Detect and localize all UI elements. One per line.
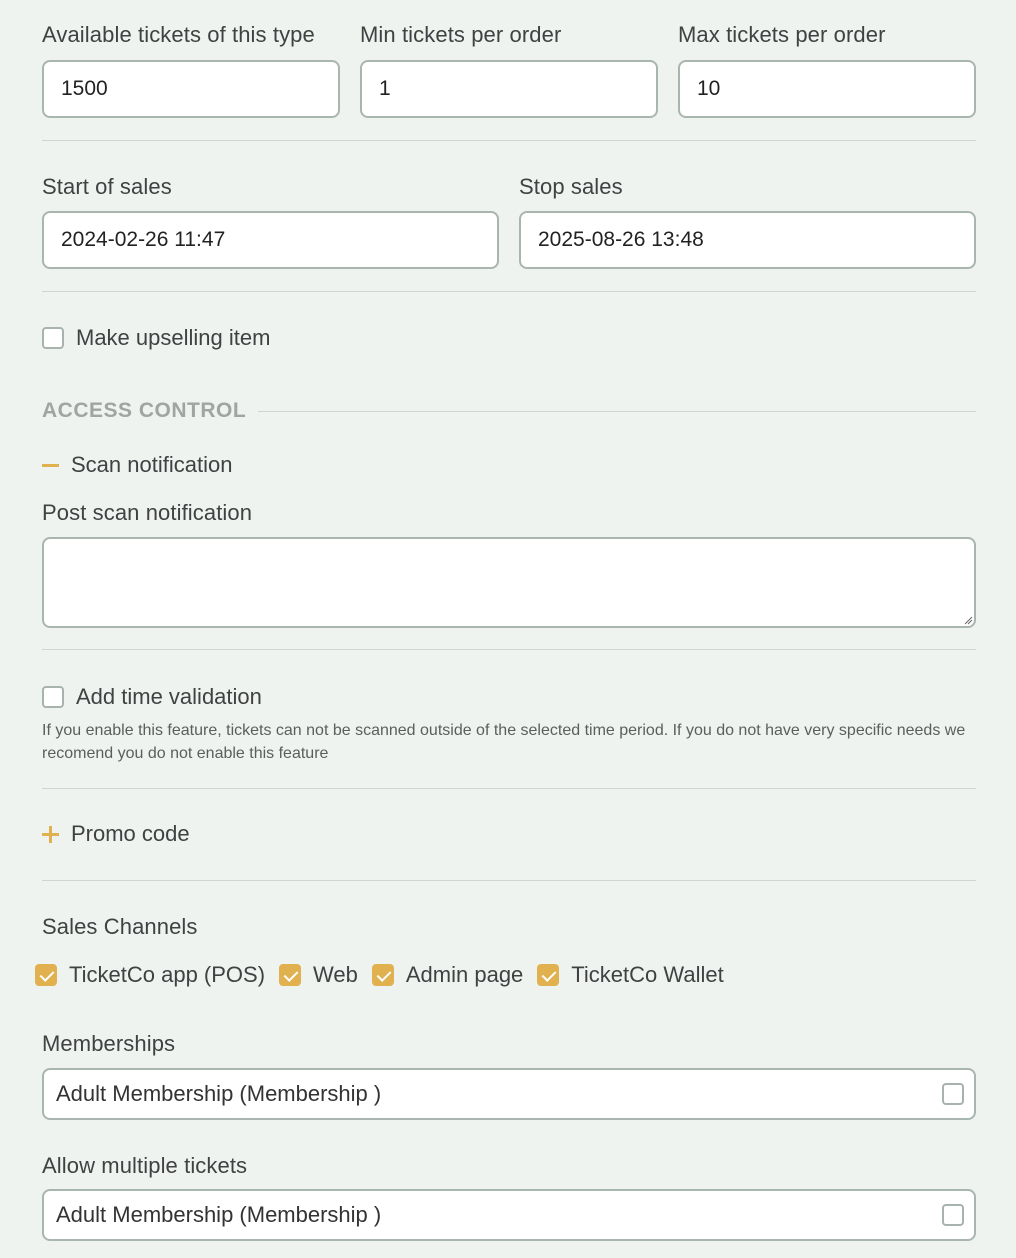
time-validation-checkbox[interactable] — [42, 686, 64, 708]
min-tickets-label: Min tickets per order — [360, 22, 562, 47]
allow-multiple-option-label: Adult Membership (Membership ) — [56, 1202, 382, 1227]
divider — [42, 880, 976, 881]
minus-icon — [42, 464, 59, 467]
time-validation-label: Add time validation — [76, 684, 262, 709]
channel-web[interactable] — [279, 962, 358, 988]
stop-sales-input[interactable]: 2025-08-26 13:48 — [519, 211, 976, 269]
memberships-label: Memberships — [42, 1031, 176, 1056]
resize-handle-icon[interactable] — [964, 616, 973, 625]
post-scan-label: Post scan notification — [42, 500, 253, 525]
stop-sales-label: Stop sales — [519, 174, 623, 199]
scan-notification-toggle[interactable] — [42, 452, 232, 478]
channel-wallet[interactable] — [537, 962, 723, 988]
promo-code-toggle[interactable] — [42, 821, 190, 847]
start-sales-label: Start of sales — [42, 174, 172, 199]
channel-admin-label: Admin page — [405, 962, 524, 987]
channel-wallet-checkbox[interactable] — [537, 964, 559, 986]
access-control-title: ACCESS CONTROL — [42, 399, 247, 422]
available-tickets-input[interactable]: 1500 — [42, 60, 340, 118]
upselling-label: Make upselling item — [76, 325, 271, 350]
channel-web-label: Web — [313, 962, 358, 987]
memberships-select[interactable] — [42, 1068, 976, 1120]
memberships-option-label: Adult Membership (Membership ) — [56, 1081, 382, 1106]
promo-code-label: Promo code — [71, 821, 190, 846]
plus-icon — [42, 826, 59, 843]
channel-pos-checkbox[interactable] — [35, 964, 57, 986]
scan-notification-label: Scan notification — [71, 452, 233, 477]
upselling-option[interactable] — [42, 325, 270, 351]
divider — [42, 649, 976, 650]
allow-multiple-select[interactable] — [42, 1189, 976, 1241]
max-tickets-label: Max tickets per order — [678, 22, 886, 47]
post-scan-textarea[interactable] — [42, 537, 976, 628]
time-validation-help: If you enable this feature, tickets can not be scanned outside of the selected time period. If you do not have very specific needs we recomend you do not enable this feature — [42, 722, 966, 762]
time-validation-option[interactable] — [42, 684, 262, 710]
sales-channels-title: Sales Channels — [42, 914, 198, 939]
divider — [42, 788, 976, 789]
access-control-header — [42, 399, 976, 423]
channel-admin-checkbox[interactable] — [372, 964, 394, 986]
max-tickets-input[interactable]: 10 — [678, 60, 976, 118]
channel-wallet-label: TicketCo Wallet — [571, 962, 724, 987]
min-tickets-input[interactable]: 1 — [360, 60, 658, 118]
start-sales-input[interactable]: 2024-02-26 11:47 — [42, 211, 499, 269]
sales-channels-list — [35, 962, 738, 988]
channel-web-checkbox[interactable] — [279, 964, 301, 986]
upselling-checkbox[interactable] — [42, 327, 64, 349]
section-rule — [258, 411, 976, 412]
channel-pos-label: TicketCo app (POS) — [69, 962, 266, 987]
divider — [42, 140, 976, 141]
channel-pos[interactable] — [35, 962, 265, 988]
allow-multiple-label: Allow multiple tickets — [42, 1153, 248, 1178]
available-tickets-label: Available tickets of this type — [42, 22, 315, 47]
divider — [42, 291, 976, 292]
channel-admin[interactable] — [372, 962, 523, 988]
allow-multiple-option-checkbox[interactable] — [942, 1204, 964, 1226]
memberships-option-checkbox[interactable] — [942, 1083, 964, 1105]
